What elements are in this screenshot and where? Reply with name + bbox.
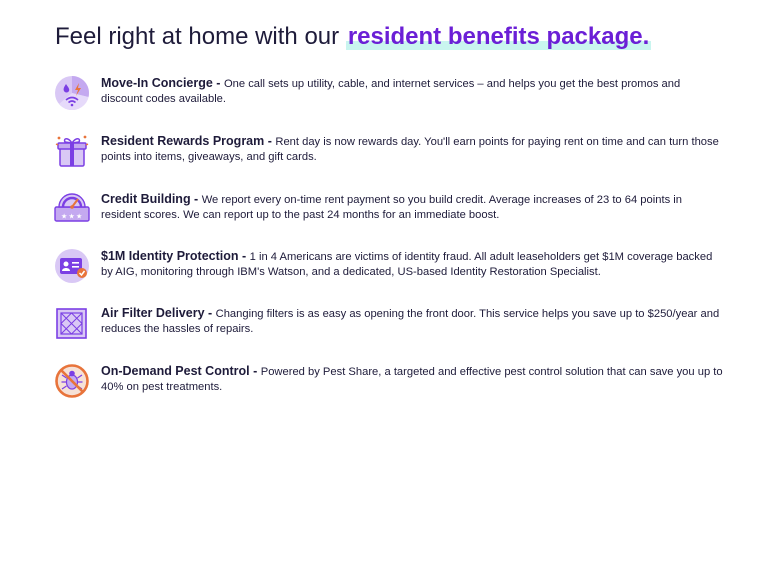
credit-gauge-icon: [53, 190, 91, 228]
benefit-title: $1M Identity Protection: [101, 249, 239, 263]
separator: -: [238, 249, 250, 263]
benefit-text: [101, 74, 723, 107]
benefit-text: [101, 132, 723, 165]
benefit-title: Credit Building: [101, 192, 191, 206]
title-accent: resident benefits package.: [347, 23, 650, 50]
separator: -: [212, 76, 224, 90]
benefit-text: [101, 304, 723, 337]
utilities-icon: [53, 74, 91, 112]
separator: -: [264, 134, 276, 148]
svg-text:★: ★: [68, 212, 75, 221]
benefit-text: [101, 362, 723, 395]
benefit-resident-rewards: [53, 132, 723, 170]
separator: -: [190, 192, 202, 206]
benefit-title: Move-In Concierge: [101, 76, 213, 90]
benefit-text: [101, 190, 723, 223]
separator: -: [249, 364, 261, 378]
benefit-description: We report every on-time rent payment so you build credit. Average increases of 23 to 64 points in resident scores. We can report up to the past 24 months for an immediate boost.: [101, 194, 682, 221]
svg-text:★: ★: [61, 212, 68, 221]
benefit-credit-building: [53, 190, 723, 228]
page-title: [55, 20, 755, 54]
benefit-text: [101, 247, 723, 280]
benefit-identity-protection: [53, 247, 723, 285]
benefit-description: One call sets up utility, cable, and internet services – and helps you get the best promos and discount codes available.: [101, 78, 681, 105]
benefit-description: Rent day is now rewards day. You'll earn points for paying rent on time and can turn those points into items, giveaways, and gift cards.: [101, 136, 719, 163]
separator: -: [204, 306, 216, 320]
benefit-pest-control: [53, 362, 723, 400]
benefit-description: Powered by Pest Share, a targeted and effective pest control solution that can save you up to 40% on pest treatments.: [101, 366, 723, 393]
benefit-description: 1 in 4 Americans are victims of identity fraud. All adult leaseholders get $1M coverage backed by AIG, monitoring through IBM's Watson, and a dedicated, US-based Identity Restoration Specialist.: [101, 251, 713, 278]
no-pests-icon: [53, 362, 91, 400]
svg-text:★: ★: [76, 212, 83, 221]
title-lead: Feel right at home with our: [55, 23, 346, 50]
benefit-title: Resident Rewards Program: [101, 134, 265, 148]
benefit-title: Air Filter Delivery: [101, 306, 205, 320]
gift-icon: [53, 132, 91, 170]
benefit-title: On-Demand Pest Control: [101, 364, 250, 378]
identity-card-icon: [53, 247, 91, 285]
benefit-air-filter-delivery: [53, 304, 723, 342]
benefit-move-in-concierge: [53, 74, 723, 112]
benefit-description: Changing filters is as easy as opening the front door. This service helps you save up to $250/year and reduces the hassles of repairs.: [101, 308, 720, 335]
air-filter-icon: [53, 304, 91, 342]
